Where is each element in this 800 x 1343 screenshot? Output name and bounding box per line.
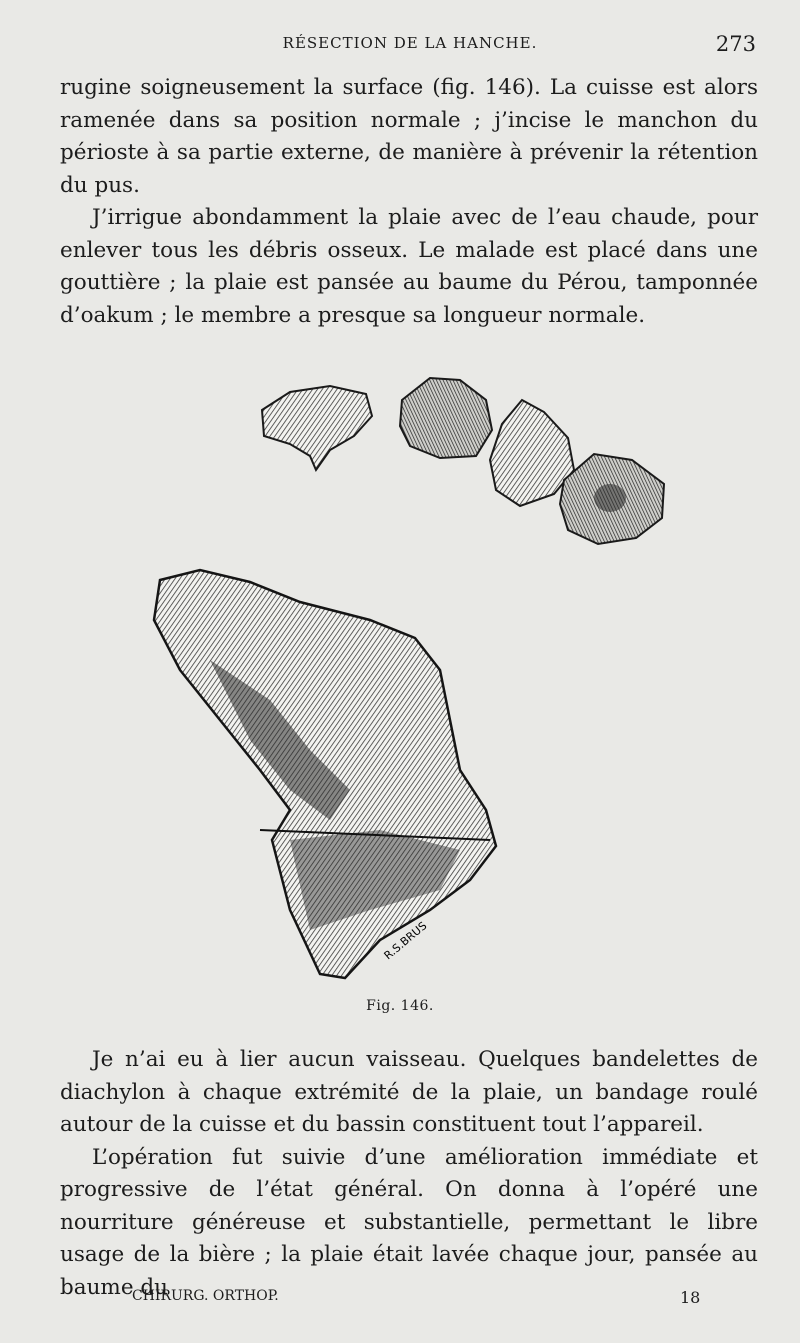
page-footer <box>60 1288 758 1312</box>
sheet-number: 18 <box>680 1288 701 1307</box>
running-title: RÉSECTION DE LA HANCHE. <box>282 34 538 52</box>
bone-fragment <box>400 378 492 458</box>
page-number: 273 <box>715 32 756 56</box>
paragraph: rugine soigneusement la surface (fig. 146). La cuisse est alors ramenée dans sa position normale ; j’incise le manchon du périoste à sa partie externe, de manière à prévenir la rétention du pus. <box>60 75 758 198</box>
body-text-top <box>60 72 758 332</box>
running-head <box>60 34 760 60</box>
body-text-bottom <box>60 1044 758 1304</box>
bone-fragments-illustration <box>140 370 700 990</box>
bone-fragment <box>262 386 372 470</box>
paragraph: L’opération fut suivie d’une amélioration immédiate et progressive de l’état général. On donna à l’opéré une nourriture généreuse et substantielle, permettant le libre usage de la bière ; la plaie était lavée chaque jour, pansée au baume du <box>60 1144 758 1300</box>
figure-bone-fragments <box>140 370 700 990</box>
paragraph: J’irrigue abondamment la plaie avec de l’eau chaude, pour enlever tous les débris osseux. Le malade est placé dans une gouttière ; la plaie est pansée au baume du Pérou, tamponnée d’oakum ; le membre a presque sa longueur normale. <box>60 205 758 328</box>
signature-mark: CHIRURG. ORTHOP. <box>132 1288 279 1304</box>
figure-caption: Fig. 146. <box>366 998 434 1014</box>
engraver-signature: R.S.BRUS <box>381 919 430 963</box>
paragraph: Je n’ai eu à lier aucun vaisseau. Quelques bandelettes de diachylon à chaque extrémité de la plaie, un bandage roulé autour de la cuisse et du bassin constituent tout l’appareil. <box>60 1047 758 1137</box>
